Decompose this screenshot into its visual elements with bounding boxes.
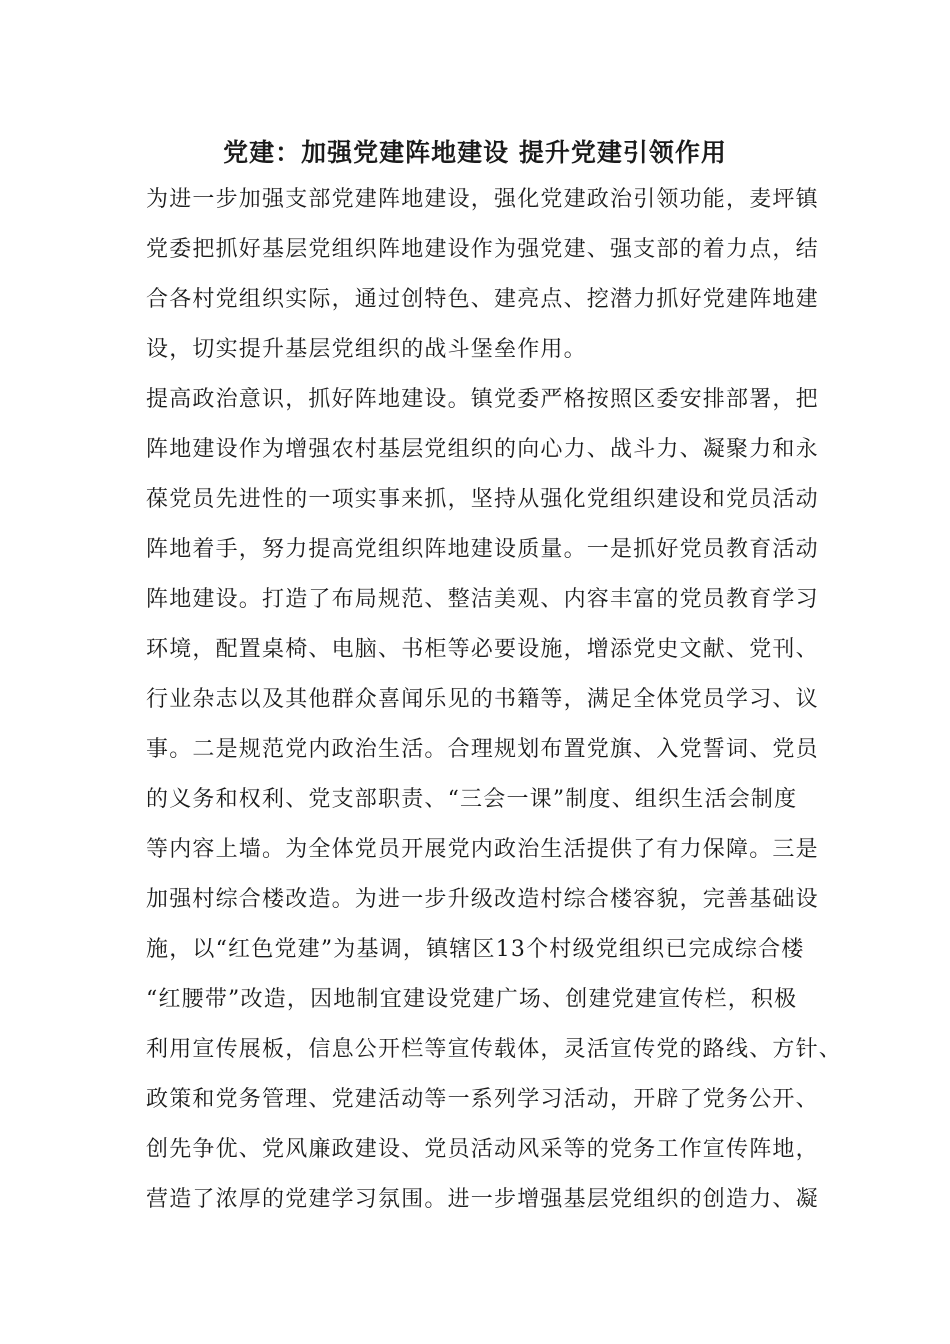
body-line: 等内容上墙。为全体党员开展党内政治生活提供了有力保障。三是 [146,837,819,862]
body-line: 政策和党务管理、党建活动等一系列学习活动，开辟了党务公开、 [146,1087,819,1112]
body-line: 事。二是规范党内政治生活。合理规划布置党旗、入党誓词、党员 [146,737,819,762]
body-line: 施，以“红色党建”为基调，镇辖区13个村级党组织已完成综合楼 [146,937,805,962]
document-title: 党建：加强党建阵地建设 提升党建引领作用 [223,138,727,167]
body-line: 为进一步加强支部党建阵地建设，强化党建政治引领功能，麦坪镇 [146,187,819,212]
body-line: 行业杂志以及其他群众喜闻乐见的书籍等，满足全体党员学习、议 [146,687,819,712]
body-line: 阵地建设。打造了布局规范、整洁美观、内容丰富的党员教育学习 [146,587,819,612]
body-line: 环境，配置桌椅、电脑、书柜等必要设施，增添党史文献、党刊、 [146,637,819,662]
body-line: 加强村综合楼改造。为进一步升级改造村综合楼容貌，完善基础设 [146,887,819,912]
body-line: 阵地着手，努力提高党组织阵地建设质量。一是抓好党员教育活动 [146,537,819,562]
body-line: 的义务和权利、党支部职责、“三会一课”制度、组织生活会制度 [146,787,798,812]
body-line: 提高政治意识，抓好阵地建设。镇党委严格按照区委安排部署，把 [146,387,819,412]
body-line: 营造了浓厚的党建学习氛围。进一步增强基层党组织的创造力、凝 [146,1187,819,1212]
body-line: 设，切实提升基层党组织的战斗堡垒作用。 [146,337,587,362]
body-line: 创先争优、党风廉政建设、党员活动风采等的党务工作宣传阵地， [146,1137,819,1162]
body-line: 阵地建设作为增强农村基层党组织的向心力、战斗力、凝聚力和永 [146,437,819,462]
body-line: 合各村党组织实际，通过创特色、建亮点、挖潜力抓好党建阵地建 [146,287,819,312]
body-line: 葆党员先进性的一项实事来抓，坚持从强化党组织建设和党员活动 [146,487,819,512]
body-line: 利用宣传展板，信息公开栏等宣传载体，灵活宣传党的路线、方针、 [146,1037,843,1062]
body-line: 党委把抓好基层党组织阵地建设作为强党建、强支部的着力点，结 [146,237,819,262]
body-line: “红腰带”改造，因地制宜建设党建广场、创建党建宣传栏，积极 [146,987,798,1012]
